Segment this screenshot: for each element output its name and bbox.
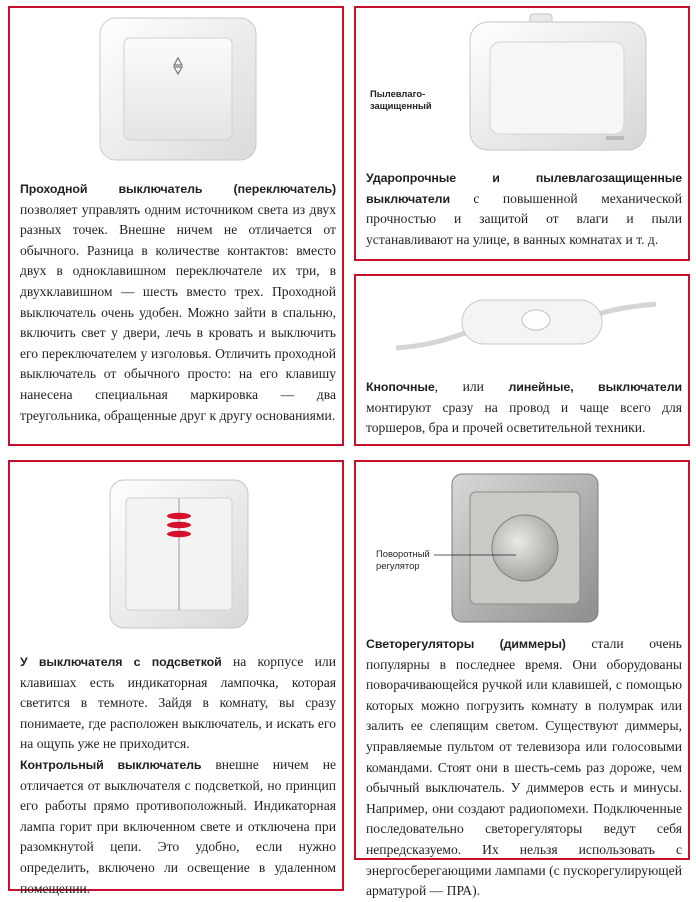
pass-through-switch-heading: Проходной выключатель (переключатель) xyxy=(20,182,336,196)
dimmer-text: Светорегуляторы (диммеры) стали очень популярны в последнее время. Они оборудованы поворачивающейся ручкой или клавишей, с помощью которых можно погрузить комнату в полумрак или залить ее слепящим светом. Существуют диммеры, управляемые пультом от телевизора или голосовыми командами. Стоят они в шесть-семь раз дороже, чем обычный выключатель. У диммеров есть и минусы. Например, они создают радиопомехи. Подключенные последовательно светорегуляторы ведут себя непредсказуемо. Их нельзя использовать с энергосберегающими лампами (с пускорегулирующей арматурой — ПРА). xyxy=(366,636,682,899)
backlit-switch-card xyxy=(8,460,344,896)
button-switch-card xyxy=(354,274,690,446)
waterproof-switch-card xyxy=(354,6,690,261)
pass-through-switch-text: Проходной выключатель (переключатель) позволяет управлять одним источником света из двух разных точек. Внешне ничем не отличается от обычного. Разница в количестве контактов: вместо двух в одноклавишном переключателе их три, в двухклавишном — шесть вместо трех. Проходной выключатель очень удобен. Можно зайти в спальню, включить свет у двери, лечь в кровать и выключить его переключателем у изголовья. Отличить проходной выключатель от обычного просто: на его клавишу нанесена специальная маркировка — два треугольника, обращенные друг к другу основаниями. xyxy=(20,182,336,423)
dimmer-heading: Светорегуляторы (диммеры) xyxy=(366,637,566,651)
backlit-switch-text: У выключателя с подсветкой на корпусе или клавишах есть индикаторная лампочка, которая светится в темноте. Зайдя в комнату, вы сразу понимаете, где расположен выключатель, и искать его на ощупь уже не приходится. Контрольный выключатель внешне ничем не отличается от выключателя с подсветкой, но принцип его работы прямо противоположный. Индикаторная лампа горит при включенном свете и отключена при разомкнутой цепи. Это удобно, если нужно определить, включено ли освещение в удаленном помещении. xyxy=(20,654,337,896)
backlit-switch-image xyxy=(108,478,250,630)
pass-through-switch-card xyxy=(8,6,344,446)
button-switch-heading-3: выключатели xyxy=(598,380,683,394)
waterproof-label: Пылевлаго- защищенный xyxy=(370,88,432,111)
rotary-knob-label: Поворотный регулятор xyxy=(376,548,430,571)
pass-through-switch-image xyxy=(90,14,266,164)
backlit-switch-heading: У выключателя с подсветкой xyxy=(20,655,222,669)
waterproof-switch-heading: Ударопрочные и пылевлагозащищенные выключатели xyxy=(366,171,682,206)
button-switch-heading-1: Кнопочные xyxy=(366,380,435,394)
waterproof-switch-image xyxy=(456,12,656,154)
inline-switch-image xyxy=(396,286,656,366)
dimmer-image xyxy=(450,472,600,624)
control-switch-heading: Контрольный выключатель xyxy=(20,757,202,772)
button-switch-text: Кнопочные, или линейные, выключатели монтируют сразу на провод и чаще всего для торшеров, бра и прочей осветительной техники. xyxy=(366,379,683,436)
dimmer-card xyxy=(354,460,690,899)
waterproof-switch-text: Ударопрочные и пылевлагозащищенные выключатели с повышенной механической прочностью и защитой от влаги и пыли устанавливают на улице, в ванных комнатах и т. д. xyxy=(366,171,682,247)
button-switch-heading-2: линейные xyxy=(508,380,571,394)
rotary-knob-leader-line xyxy=(434,553,516,557)
